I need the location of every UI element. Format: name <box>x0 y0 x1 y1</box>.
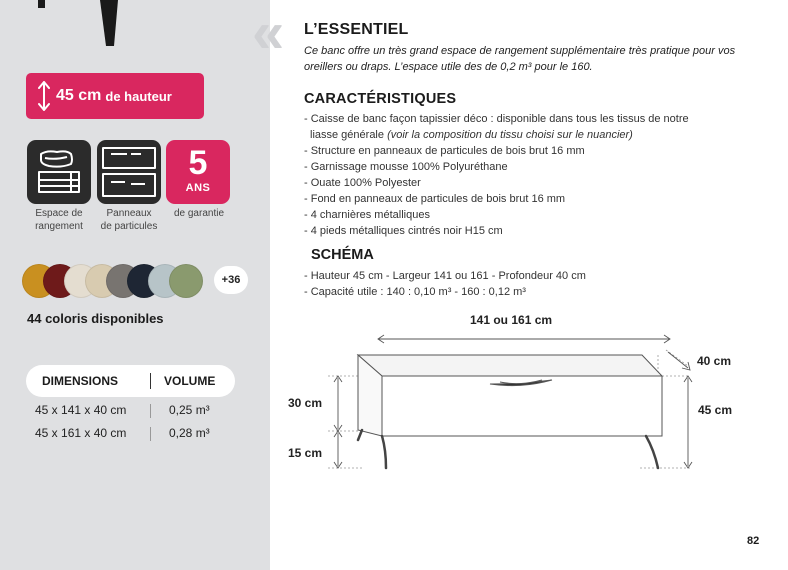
warranty-unit: ANS <box>185 182 211 194</box>
height-unit: de hauteur <box>105 88 172 104</box>
list-item-text: - Garnissage mousse 100% Polyuréthane <box>304 161 508 173</box>
volume-header: VOLUME <box>164 374 216 388</box>
characteristics-list <box>304 111 754 239</box>
list-item <box>304 207 754 223</box>
section-title-characteristics: CARACTÉRISTIQUES <box>304 91 457 107</box>
schema-list <box>304 268 586 300</box>
warranty-label: de garantie <box>173 208 225 219</box>
section-title-schema: SCHÉMA <box>311 247 374 263</box>
dimension-cell: 45 x 141 x 40 cm <box>35 403 127 417</box>
intro-paragraph: Ce banc offre un très grand espace de rangement supplémentaire très pratique pour vos oreillers ou draps. L’espace utile des de 0,2 m³ pour le 160. <box>304 45 736 73</box>
legs-height-label: 15 cm <box>288 446 323 460</box>
dimensions-table-header <box>26 365 235 397</box>
color-swatch <box>169 264 203 298</box>
list-item <box>304 159 754 175</box>
depth-label: 40 cm <box>697 354 732 368</box>
warranty-feature-label <box>164 207 234 220</box>
colors-available-label: 44 coloris disponibles <box>27 311 164 326</box>
quote-mark-decoration: « <box>252 0 285 65</box>
warranty-badge <box>166 140 230 204</box>
section-title-essentiel: L’ESSENTIEL <box>304 21 409 38</box>
height-label: 45 cm <box>698 403 733 417</box>
left-panel <box>0 0 270 570</box>
body-height-label: 30 cm <box>288 396 323 410</box>
list-item <box>304 127 754 143</box>
board-label-line2: de particules <box>100 221 158 232</box>
warranty-years: 5 <box>188 144 208 182</box>
list-item-text: liasse générale <box>310 129 388 141</box>
width-label: 141 ou 161 cm <box>470 313 553 327</box>
color-swatches <box>22 264 222 298</box>
list-item <box>304 223 754 239</box>
list-item <box>304 111 754 127</box>
dimension-cell: 45 x 161 x 40 cm <box>35 426 127 440</box>
page-number: 82 <box>747 535 760 547</box>
particle-board-icon <box>97 140 161 204</box>
height-value: 45 cm <box>56 87 102 104</box>
storage-label-line1: Espace de <box>35 208 83 219</box>
list-item <box>304 175 754 191</box>
header-separator <box>150 373 151 389</box>
more-colors-badge: +36 <box>214 266 248 294</box>
list-item <box>304 143 754 159</box>
table-row <box>35 426 235 442</box>
storage-feature-tile <box>27 140 91 204</box>
chair-leg-decoration <box>38 0 148 50</box>
list-item-text: - Fond en panneaux de particules de bois brut 16 mm <box>304 193 566 205</box>
table-row <box>35 403 235 419</box>
list-item-text: - 4 pieds métalliques cintrés noir H15 cm <box>304 225 503 237</box>
dimensions-header: DIMENSIONS <box>42 374 119 388</box>
storage-label-line2: rangement <box>35 221 83 232</box>
row-separator <box>150 427 151 441</box>
list-item-text: - Caisse de banc façon tapissier déco : disponible dans tous les tissus de notre <box>304 113 689 125</box>
particle-board-feature-label <box>94 207 164 233</box>
list-item-text: - 4 charnières métalliques <box>304 209 430 221</box>
list-item-text: - Structure en panneaux de particules de bois brut 16 mm <box>304 145 585 157</box>
height-badge <box>26 73 204 119</box>
storage-feature-label <box>24 207 94 233</box>
list-item-italic-note: (voir la composition du tissu choisi sur le nuancier) <box>387 129 633 141</box>
board-label-line1: Panneaux <box>106 208 152 219</box>
volume-cell: 0,25 m³ <box>169 403 210 417</box>
list-item: - Capacité utile : 140 : 0,10 m³ - 160 : 0,12 m³ <box>304 286 526 298</box>
list-item <box>304 191 754 207</box>
pillow-stack-icon <box>27 140 91 204</box>
vertical-arrow-icon <box>38 81 50 111</box>
bench-diagram <box>270 300 750 480</box>
row-separator <box>150 404 151 418</box>
list-item: - Hauteur 45 cm - Largeur 141 ou 161 - Profondeur 40 cm <box>304 270 586 282</box>
list-item-text: - Ouate 100% Polyester <box>304 177 421 189</box>
particle-board-feature-tile <box>97 140 161 204</box>
volume-cell: 0,28 m³ <box>169 426 210 440</box>
